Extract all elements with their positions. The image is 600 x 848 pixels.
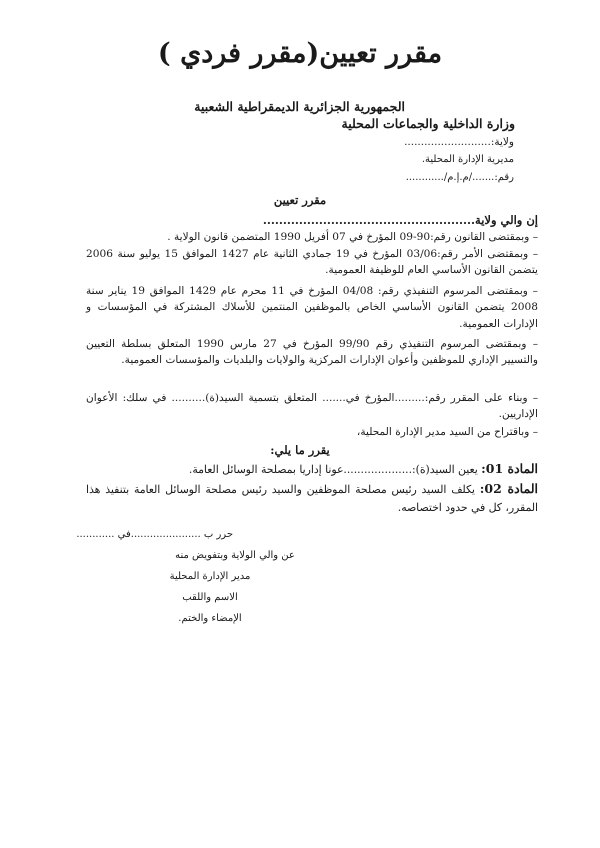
article-text: يكلف السيد رئيس مصلحة الموظفين والسيد رئيس مصلحة الوسائل العامة بتنفيذ هذا المقرر، كل في حدود اختصاصه. xyxy=(86,483,538,514)
decides-heading: يقرر ما يلي: xyxy=(270,443,330,457)
header-directorate: مديرية الإدارة المحلية. xyxy=(421,154,514,165)
issuer-line: إن والي ولاية..................................................... xyxy=(262,213,538,227)
header-wilaya: ولاية:.......................... xyxy=(404,136,514,148)
decision-subtitle: مقرر تعيين xyxy=(273,193,327,207)
document-title: مقرر تعيين(مقرر فردي ) xyxy=(157,38,443,69)
preamble-item: – وباقتراح من السيد مدير الإدارة المحلية، xyxy=(86,424,538,440)
preamble-item: – وبمقتضى القانون رقم:90-09 المؤرخ في 07 أفريل 1990 المتضمن قانون الولاية . xyxy=(86,229,538,245)
preamble-item: – وبناء على المقرر رقم:.........المؤرخ في....... المتعلق بتسمية السيد(ة).......... في سلك: الأعوان الإداريين. xyxy=(86,390,538,423)
article-text: يعين السيد(ة):....................عونا إداريا بمصلحة الوسائل العامة. xyxy=(188,463,478,476)
header-reference-number: رقم:......./م.إ.م/............ xyxy=(405,172,514,183)
signature-place-date: حرر ب ......................في ............ xyxy=(76,529,233,540)
preamble-item: – وبمقتضى المرسوم التنفيذي رقم: 04/08 المؤرخ في 11 محرم عام 1429 الموافق 19 يناير سنة 2008 يتضمن القانون الأساسي الخاص بالموظفين المنتمين للأسلاك المشتركة في المؤسسات و الإدارات العمومية. xyxy=(86,283,538,332)
article-label: المادة 02: xyxy=(479,481,538,496)
article-label: المادة 01: xyxy=(481,461,538,476)
preamble-item: – وبمقتضى الأمر رقم:03/06 المؤرخ في 19 جمادي الثانية عام 1427 الموافق 15 يوليو سنة 2006 يتضمن القانون الأساسي العام للوظيفة العمومية. xyxy=(86,246,538,279)
article-01 xyxy=(86,461,538,478)
header-republic: الجمهورية الجزائرية الديمقراطية الشعبية xyxy=(194,99,405,114)
signature-on-behalf: عن والي الولاية وبتفويض منه xyxy=(175,550,295,561)
signature-role: مدير الإدارة المحلية xyxy=(169,571,251,582)
preamble-item: – وبمقتضى المرسوم التنفيذي رقم 99/90 المؤرخ في 27 مارس 1990 المتعلق بسلطة التعيين والتسيير الإداري للموظفين وأعوان الإدارات المركزية والولايات والبلديات والمؤسسات العمومية. xyxy=(86,336,538,369)
article-02 xyxy=(86,480,538,517)
signature-sign-line: الإمضاء والختم. xyxy=(178,613,242,624)
header-ministry: وزارة الداخلية والجماعات المحلية xyxy=(341,116,515,131)
signature-name-line: الاسم واللقب xyxy=(182,592,238,603)
